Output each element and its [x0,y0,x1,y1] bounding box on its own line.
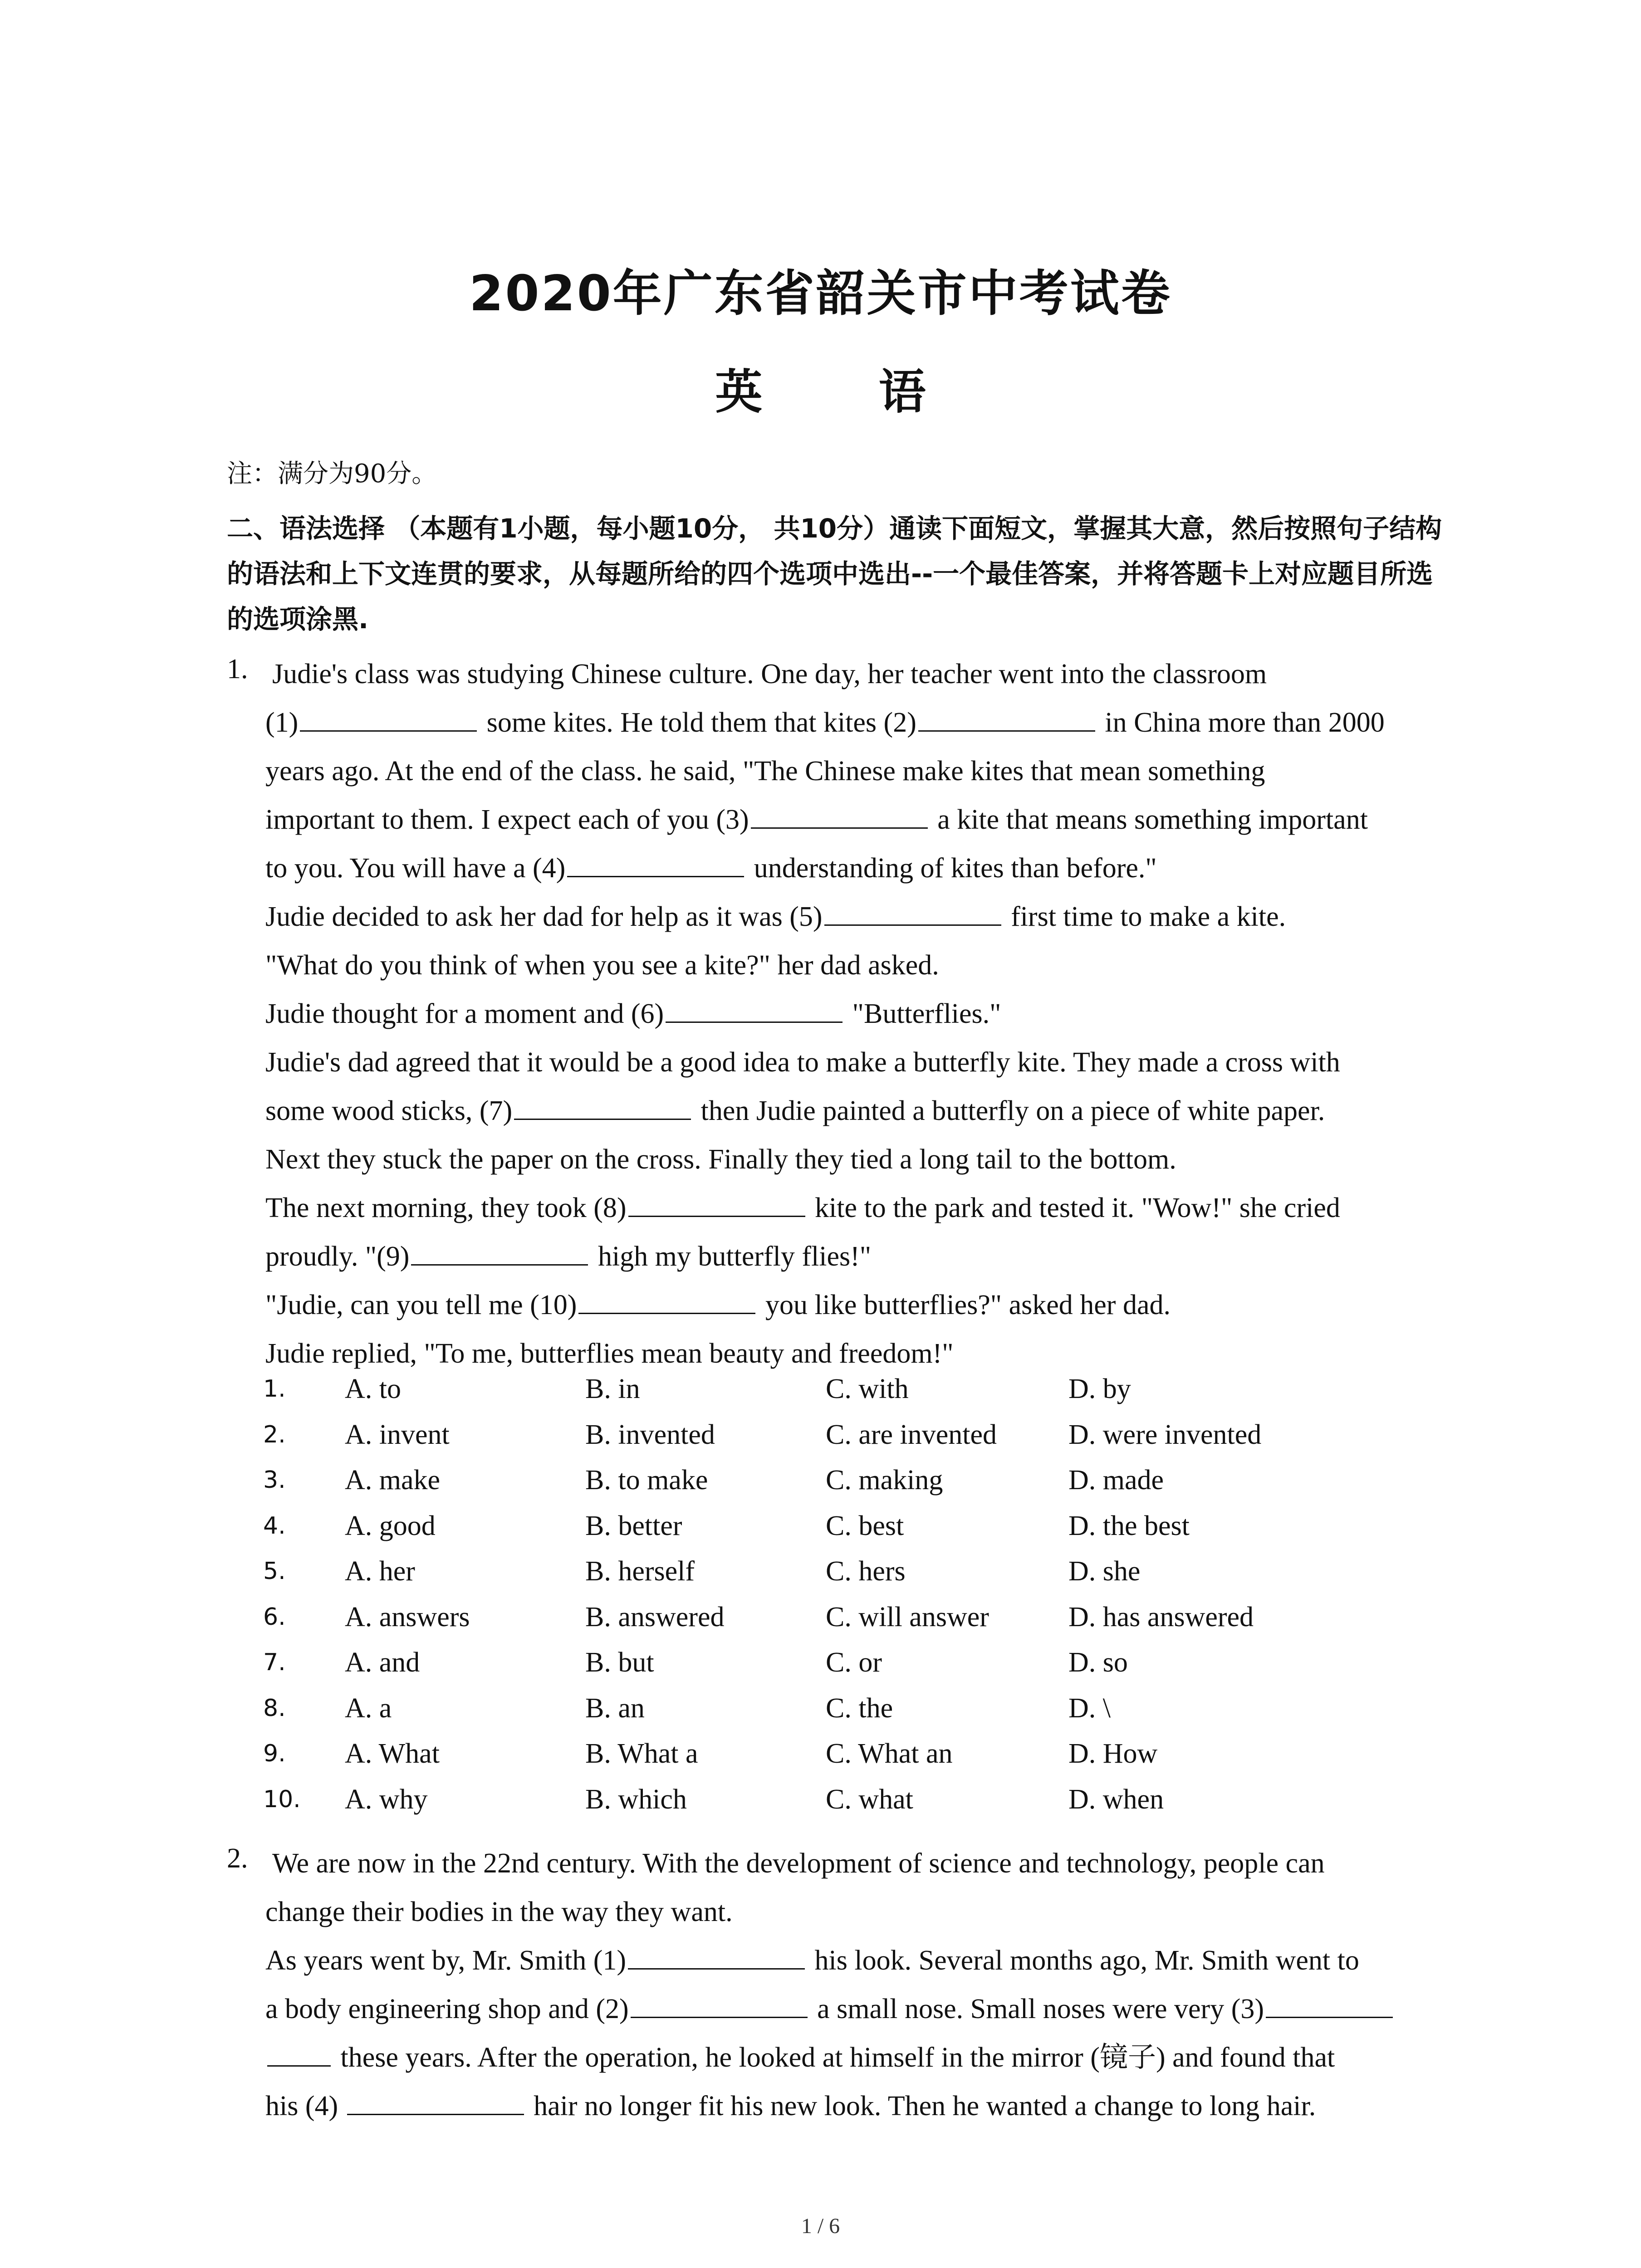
passage-text: to you. You will have a (4) [265,853,566,884]
answer-blank [1266,2016,1393,2018]
option-b: B. What a [585,1738,698,1769]
option-row [227,1640,1452,1686]
answer-blank [628,1215,805,1217]
passage-text: Judie decided to ask her dad for help as it was (5) [265,901,823,932]
option-b: B. but [585,1647,654,1678]
option-row [227,1731,1452,1777]
option-row [227,1549,1452,1594]
option-d: D. she [1068,1556,1141,1587]
passage-text: The next morning, they took (8) [265,1193,627,1223]
option-c: C. or [826,1647,882,1678]
subject-title: 英 语 [715,364,976,420]
answer-blank [567,875,744,877]
option-b: B. in [585,1374,640,1404]
option-a: A. her [345,1556,415,1587]
option-a: A. to [345,1374,401,1404]
option-d: D. \ [1068,1692,1111,1724]
option-number: 5. [263,1558,286,1585]
answer-blank [918,730,1095,732]
passage-text: first time to make a kite. [1004,901,1286,932]
question-2-passage [265,1839,1454,2131]
passage-line [265,1888,1454,1936]
option-d: D. by [1068,1374,1131,1404]
option-d: D. How [1068,1738,1158,1769]
passage-text: important to them. I expect each of you (3) [265,804,749,835]
option-number: 8. [263,1694,286,1722]
question-number-2: 2. [227,1843,248,1874]
passage-text: change their bodies in the way they want. [265,1897,733,1927]
passage-text: a body engineering shop and (2) [265,1994,629,2024]
option-a: A. a [345,1692,392,1724]
passage-text: in China more than 2000 [1097,707,1385,738]
passage-text: As years went by, Mr. Smith (1) [265,1945,627,1976]
option-c: C. best [826,1510,904,1541]
option-number: 1. [263,1375,286,1403]
option-b: B. answered [585,1601,725,1633]
option-number: 6. [263,1603,286,1631]
option-a: A. answers [345,1601,470,1633]
passage-text: "Butterflies." [845,998,1001,1029]
option-c: C. will answer [826,1601,989,1633]
passage-text: "Judie, can you tell me (10) [265,1290,577,1320]
answer-blank [347,2113,524,2115]
passage-text: some kites. He told them that kites (2) [480,707,916,738]
option-row [227,1594,1452,1640]
passage-text: you like butterflies?" asked her dad. [758,1290,1171,1320]
passage-line [265,990,1454,1038]
answer-blank [824,924,1001,926]
option-number: 9. [263,1740,286,1767]
passage-line [265,1135,1454,1184]
passage-line [265,1985,1454,2033]
option-b: B. better [585,1510,682,1541]
answer-blank [411,1264,588,1266]
option-d: D. the best [1068,1510,1190,1541]
passage-text: Next they stuck the paper on the cross. Finally they tied a long tail to the bottom. [265,1144,1176,1175]
option-a: A. make [345,1465,441,1496]
passage-text: years ago. At the end of the class. he said, "The Chinese make kites that mean something [265,756,1265,787]
option-a: A. why [345,1784,428,1815]
passage-line [265,893,1454,941]
passage-text: We are now in the 22nd century. With the development of science and technology, people can [272,1848,1325,1879]
option-row [227,1366,1452,1412]
option-number: 4. [263,1512,286,1540]
answer-blank [631,2016,808,2018]
option-b: B. an [585,1692,645,1724]
passage-line [265,747,1454,796]
answer-blank [267,2065,331,2067]
passage-line [265,2033,1454,2082]
exam-title: 2020年广东省韶关市中考试卷 [469,265,1172,322]
answer-blank [628,1968,805,1970]
answer-blank [666,1021,843,1023]
passage-line [265,699,1454,747]
passage-line [272,650,1454,699]
passage-text: hair no longer fit his new look. Then he wanted a change to long hair. [526,2091,1316,2121]
option-b: B. which [585,1784,687,1815]
passage-text: his (4) [265,2091,345,2121]
passage-line [265,1087,1454,1135]
passage-line [265,2082,1454,2131]
option-c: C. the [826,1692,893,1724]
option-row [227,1457,1452,1503]
score-note: 注：满分为90分。 [227,459,437,489]
option-d: D. so [1068,1647,1128,1678]
option-c: C. with [826,1374,909,1404]
answer-blank [751,827,928,829]
passage-text: high my butterfly flies!" [591,1241,872,1272]
passage-line [265,1038,1454,1087]
option-b: B. herself [585,1556,695,1587]
option-c: C. what [826,1784,913,1815]
option-a: A. invent [345,1419,450,1450]
passage-text: a kite that means something important [930,804,1368,835]
option-d: D. were invented [1068,1419,1262,1450]
question-1-passage [265,650,1454,1378]
passage-text: Judie thought for a moment and (6) [265,998,664,1029]
passage-line [265,1936,1454,1985]
answer-blank [578,1312,755,1314]
passage-text: understanding of kites than before." [747,853,1157,884]
option-a: A. and [345,1647,420,1678]
option-row [227,1503,1452,1549]
option-row [227,1686,1452,1731]
section-instructions: 二、语法选择 （本题有1小题，每小题10分， 共10分）通读下面短文，掌握其大意，然后按照句子结构的语法和上下文连贯的要求，从每题所给的四个选项中选出--一个最佳答案，并将答题卡上对应题目所选的选项涂黑. [227,513,1442,635]
option-a: A. What [345,1738,440,1769]
option-d: D. when [1068,1784,1164,1815]
option-d: D. has answered [1068,1601,1254,1633]
passage-text: kite to the park and tested it. "Wow!" she cried [808,1193,1340,1223]
option-a: A. good [345,1510,436,1541]
passage-text: some wood sticks, (7) [265,1095,513,1126]
answer-blank [514,1118,691,1120]
option-row [227,1412,1452,1458]
passage-text: (1) [265,707,299,738]
option-row [227,1777,1452,1823]
passage-text: a small nose. Small noses were very (3) [810,1994,1264,2024]
passage-text: these years. After the operation, he looked at himself in the mirror (镜子) and found that [333,2042,1335,2073]
passage-text: Judie's dad agreed that it would be a good idea to make a butterfly kite. They made a cross with [265,1047,1340,1078]
passage-line [265,1184,1454,1232]
option-c: C. are invented [826,1419,997,1450]
passage-text: Judie's class was studying Chinese culture. One day, her teacher went into the classroom [272,659,1267,689]
passage-line [265,796,1454,844]
option-c: C. hers [826,1556,906,1587]
passage-text: proudly. "(9) [265,1241,410,1272]
option-number: 3. [263,1466,286,1494]
question-1-options [227,1366,1452,1822]
answer-blank [300,730,477,732]
option-d: D. made [1068,1465,1164,1496]
passage-line [265,1232,1454,1281]
option-number: 7. [263,1649,286,1676]
page-number: 1 / 6 [801,2214,840,2238]
passage-line [265,941,1454,990]
option-c: C. What an [826,1738,953,1769]
option-number: 2. [263,1421,286,1448]
passage-text: Judie replied, "To me, butterflies mean beauty and freedom!" [265,1338,954,1369]
passage-text: "What do you think of when you see a kite?" her dad asked. [265,950,939,981]
passage-text: then Judie painted a butterfly on a piece of white paper. [694,1095,1325,1126]
passage-line [272,1839,1454,1888]
passage-line [265,844,1454,893]
option-b: B. invented [585,1419,715,1450]
question-number-1: 1. [227,654,248,684]
passage-line [265,1281,1454,1330]
option-c: C. making [826,1465,943,1496]
option-b: B. to make [585,1465,708,1496]
passage-text: his look. Several months ago, Mr. Smith went to [808,1945,1359,1976]
option-number: 10. [263,1785,301,1813]
